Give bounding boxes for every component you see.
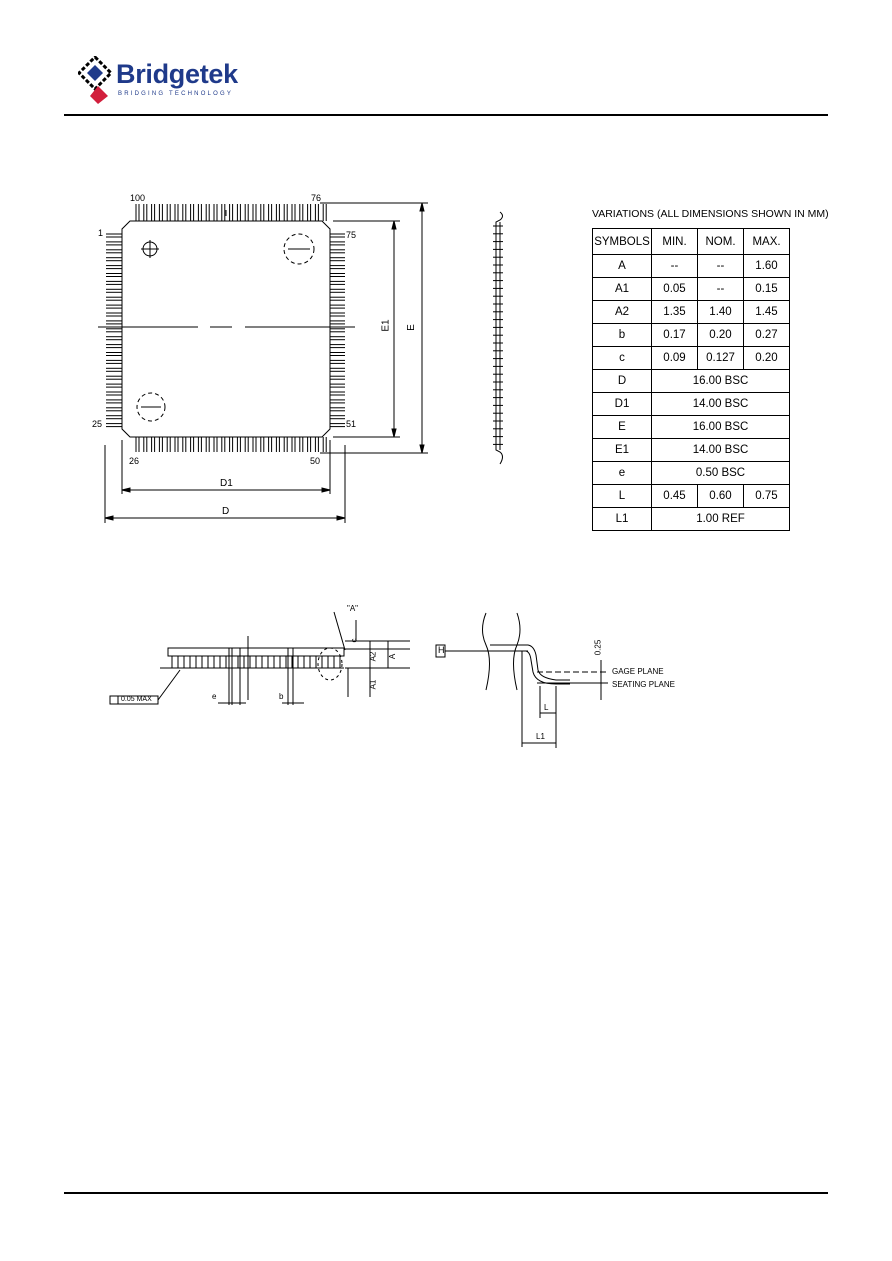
gauge-dim-label: 0.25 — [593, 639, 603, 656]
dim-label-d: D — [222, 506, 230, 517]
pin-label-25: 25 — [92, 419, 103, 429]
header-min: MIN. — [652, 229, 698, 255]
pin-label-1: 1 — [98, 228, 104, 238]
dim-label-e-pitch: e — [212, 692, 217, 701]
pin-label-76: 76 — [311, 193, 322, 203]
top-view-pins — [106, 204, 345, 452]
seating-plane-label: SEATING PLANE — [612, 680, 675, 689]
detail-a-view — [436, 613, 608, 748]
dim-label-b: b — [279, 692, 284, 701]
header-symbols: SYMBOLS — [593, 229, 652, 255]
table-row: D 16.00 BSC — [593, 370, 790, 393]
header-max: MAX. — [744, 229, 790, 255]
table-row: A2 1.35 1.40 1.45 — [593, 301, 790, 324]
table-row: D1 14.00 BSC — [593, 393, 790, 416]
table-row: c 0.09 0.127 0.20 — [593, 347, 790, 370]
dim-label-l1: L1 — [536, 732, 545, 741]
table-row: L 0.45 0.60 0.75 — [593, 485, 790, 508]
top-view-body — [98, 210, 355, 437]
footer-rule — [64, 1192, 828, 1194]
pin-label-100: 100 — [130, 193, 146, 203]
side-elevation — [110, 612, 410, 705]
logo-wordmark: Bridgetek — [116, 59, 238, 89]
pin-label-51: 51 — [346, 419, 357, 429]
dim-label-a1: A1 — [368, 679, 378, 690]
table-row: A -- -- 1.60 — [593, 255, 790, 278]
header-nom: NOM. — [698, 229, 744, 255]
top-view-dimensions — [105, 203, 428, 523]
dimension-table — [592, 228, 790, 531]
table-header-row — [593, 229, 790, 255]
dim-label-c: c — [349, 638, 359, 643]
dim-label-d1: D1 — [220, 478, 233, 489]
table-row: E 16.00 BSC — [593, 416, 790, 439]
datum-h-label: H — [438, 645, 445, 655]
table-row: A1 0.05 -- 0.15 — [593, 278, 790, 301]
dim-label-e: E — [405, 324, 417, 331]
table-row: E1 14.00 BSC — [593, 439, 790, 462]
side-elevation-pins — [172, 656, 340, 668]
pin-label-50: 50 — [310, 456, 321, 466]
dim-label-e1: E1 — [380, 319, 392, 332]
dim-label-a2: A2 — [368, 651, 378, 662]
table-title: VARIATIONS (ALL DIMENSIONS SHOWN IN MM) — [592, 208, 829, 220]
side-profile-pins — [493, 226, 503, 444]
pin-label-26: 26 — [129, 456, 140, 466]
table-row: L1 1.00 REF — [593, 508, 790, 531]
pin-label-75: 75 — [346, 230, 357, 240]
flatness-label: 0.05 MAX — [121, 696, 152, 703]
dim-label-l: L — [544, 703, 549, 712]
table-row: b 0.17 0.20 0.27 — [593, 324, 790, 347]
dim-label-a: A — [388, 653, 398, 660]
gage-plane-label: GAGE PLANE — [612, 667, 664, 676]
detail-a-callout: "A" — [347, 604, 359, 613]
table-row: e 0.50 BSC — [593, 462, 790, 485]
logo-tagline: BRIDGING TECHNOLOGY — [118, 91, 234, 97]
